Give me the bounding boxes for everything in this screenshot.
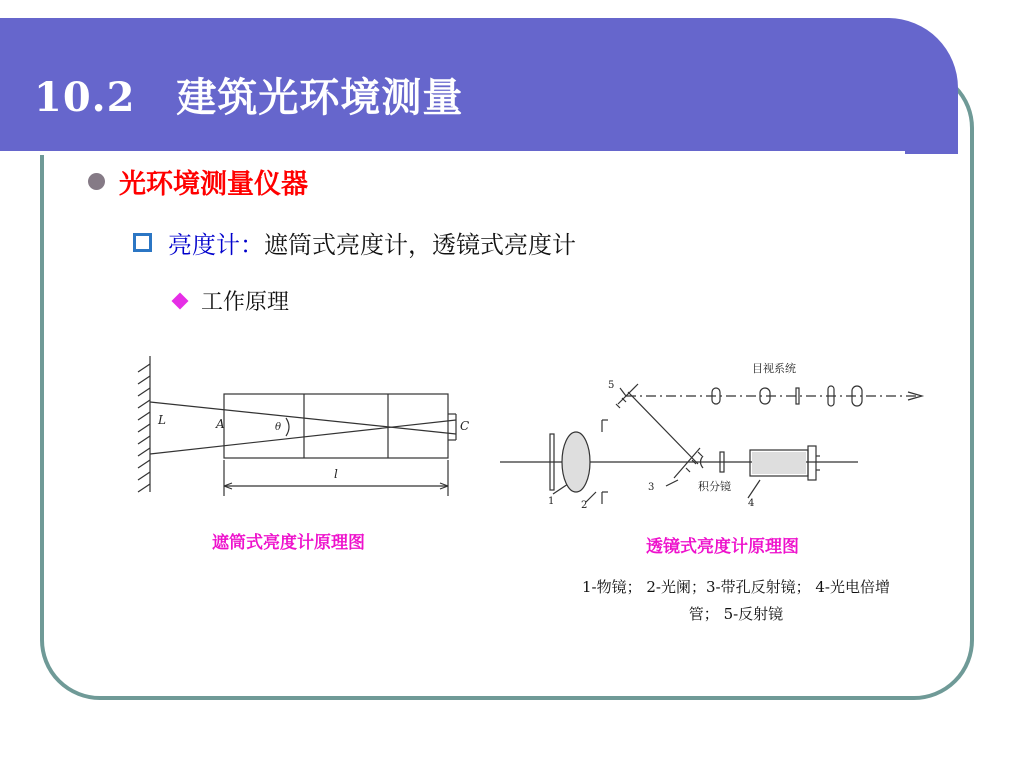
label-1: 1 [548,496,555,507]
label-C: C [460,419,470,433]
bullet-level1-text: 光环境测量仪器 [119,169,308,200]
bullet-level2-key: 亮度计： [168,231,264,259]
bullet-level1 [88,162,308,201]
label-3: 3 [648,482,655,493]
legend-line-2: 管； 5-反射镜 [688,605,784,623]
title-underline [0,151,905,155]
tube-luminance-meter-diagram [120,350,480,500]
title-bar [0,18,958,154]
bullet-level3 [172,285,289,316]
square-bullet-icon [133,233,152,252]
label-l: l [334,467,338,481]
label-L: L [158,413,166,427]
lens-luminance-meter-diagram [498,352,928,512]
label-A: A [216,417,225,431]
photomultiplier-tube-icon [752,452,806,474]
bullet-level3-text: 工作原理 [201,290,290,315]
bullet-level2-value: 遮筒式亮度计，透镜式亮度计 [264,231,576,259]
diamond-bullet-icon [172,292,189,309]
label-visual-system: 目视系统 [752,362,796,375]
tube-diagram-caption: 遮筒式亮度计原理图 [212,533,365,553]
lens-diagram-caption: 透镜式亮度计原理图 [646,537,799,557]
legend-line-1: 1-物镜； 2-光阑；3-带孔反射镜； 4-光电倍增 [582,578,890,596]
label-integrating-sphere: 积分镜 [698,480,731,493]
label-4: 4 [748,498,755,509]
label-2: 2 [581,500,588,511]
bullet-level2 [133,225,576,260]
circle-bullet-icon [88,173,105,190]
lens-diagram-legend [516,574,956,628]
label-theta: θ [275,422,282,433]
label-5: 5 [608,380,615,391]
slide-title: 10.2 建筑光环境测量 [34,74,464,121]
objective-lens-icon [562,432,590,492]
